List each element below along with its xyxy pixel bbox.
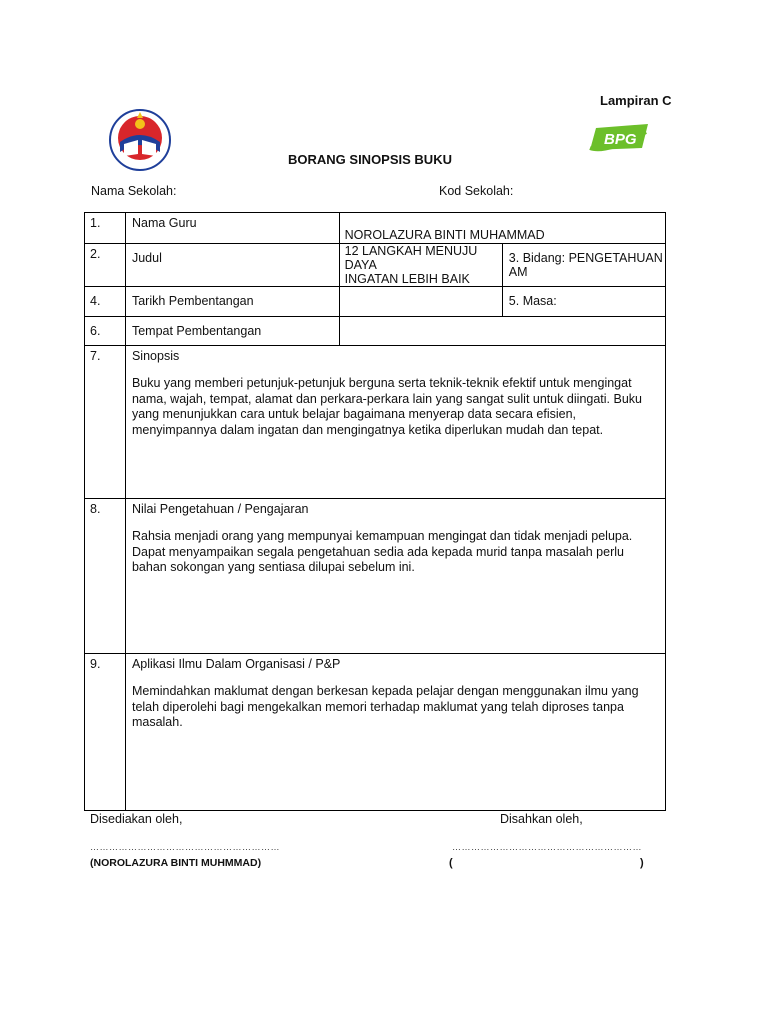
book-title-line2: INGATAN LEBIH BAIK — [344, 272, 470, 286]
school-name-label: Nama Sekolah: — [91, 184, 177, 198]
book-title-line1: 12 LANGKAH MENUJU DAYA — [344, 244, 478, 272]
presentation-venue-value[interactable] — [339, 317, 665, 346]
presentation-time-field[interactable]: 5. Masa: — [502, 287, 665, 317]
form-row-date — [85, 287, 666, 317]
book-title-value[interactable] — [339, 244, 502, 287]
row-number: 9. — [85, 654, 126, 811]
presentation-date-value[interactable] — [339, 287, 502, 317]
approver-name-close: ) — [640, 857, 644, 869]
svg-text:BPG: BPG — [604, 131, 637, 148]
synopsis-label: Sinopsis — [131, 349, 180, 363]
presentation-venue-label: Tempat Pembentangan — [125, 317, 339, 346]
knowledge-value-text: Rahsia menjadi orang yang mempunyai kemampuan mengingat dan tidak menjadi pelupa. Dapat menyampaikan segala pengetahuan sedia ada kepada murid tanpa masalah perlu bahan sokongan yang sentiasa dilupai sebelum ini. — [131, 529, 633, 574]
form-title: BORANG SINOPSIS BUKU — [288, 152, 452, 167]
presentation-date-label: Tarikh Pembentangan — [125, 287, 339, 317]
school-code-label: Kod Sekolah: — [439, 184, 514, 198]
form-row-synopsis — [85, 346, 666, 499]
row-number: 1. — [85, 213, 126, 244]
bpg-logo — [586, 122, 652, 156]
application-label: Aplikasi Ilmu Dalam Organisasi / P&P — [131, 657, 341, 671]
form-row-title — [85, 244, 666, 287]
synopsis-text: Buku yang memberi petunjuk-petunjuk berguna serta teknik-teknik efektif untuk mengingat nama, wajah, tempat, alamat dan perkara-perkara lain yang sangat sulit untuk diingati. Buku yang menunjukkan cara untuk belajar bagaimana menyerap data secara efisien, menyimpannya dalam ingatan dan mengingatnya ketika diperlukan mudah dan tepat. — [131, 376, 642, 437]
attachment-label: Lampiran C — [600, 93, 672, 108]
row-number: 4. — [85, 287, 126, 317]
row-number: 8. — [85, 499, 126, 654]
synopsis-form — [84, 212, 666, 811]
approved-by-label: Disahkan oleh, — [500, 812, 583, 826]
signature-line-right: …………………………………………………… — [452, 842, 642, 852]
row-number: 2. — [85, 244, 126, 287]
teacher-name-value[interactable] — [339, 213, 665, 244]
signature-line-left: …………………………………………………… — [90, 842, 280, 852]
book-title-label: Judul — [125, 244, 339, 287]
knowledge-value-label: Nilai Pengetahuan / Pengajaran — [131, 502, 309, 516]
form-row-application — [85, 654, 666, 811]
signer-name: (NOROLAZURA BINTI MUHMMAD) — [90, 857, 262, 869]
form-row-values — [85, 499, 666, 654]
prepared-by-label: Disediakan oleh, — [90, 812, 183, 826]
form-row-venue — [85, 317, 666, 346]
teacher-name-text: NOROLAZURA BINTI MUHAMMAD — [344, 228, 545, 242]
form-row-teacher — [85, 213, 666, 244]
approver-name-open: ( — [449, 857, 453, 869]
row-number: 7. — [85, 346, 126, 499]
teacher-name-label: Nama Guru — [125, 213, 339, 244]
field-area[interactable]: 3. Bidang: PENGETAHUAN AM — [502, 244, 665, 287]
knowledge-value-cell[interactable] — [125, 499, 665, 654]
row-number: 6. — [85, 317, 126, 346]
synopsis-cell[interactable] — [125, 346, 665, 499]
application-cell[interactable] — [125, 654, 665, 811]
application-text: Memindahkan maklumat dengan berkesan kepada pelajar dengan menggunakan ilmu yang telah diperolehi bagi mengekalkan memori terhadap maklumat yang telah diproses tanpa masalah. — [131, 684, 639, 729]
